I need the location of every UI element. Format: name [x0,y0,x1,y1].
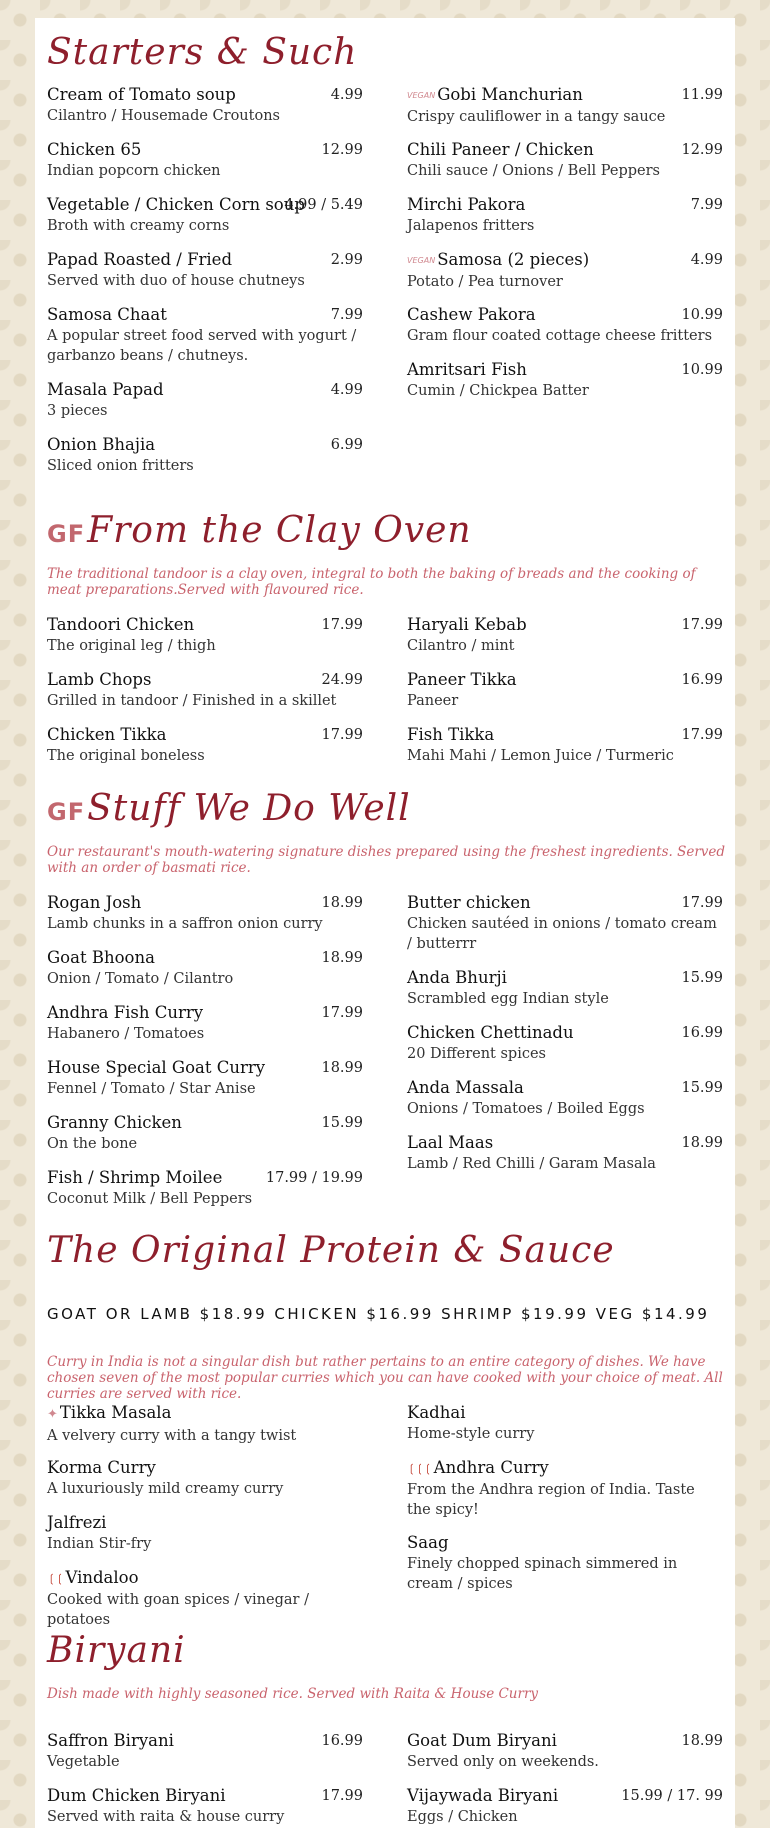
menu-item [47,1730,363,1772]
item-name: Chicken Chettinadu [407,1023,574,1042]
item-name: Fish Tikka [407,725,495,744]
item-desc: From the Andhra region of India. Taste the spicy! [407,1481,695,1518]
item-price: 15.99 [681,1080,723,1096]
item-price: 17.99 / 19.99 [265,1170,363,1186]
item-desc: Indian popcorn chicken [47,163,221,179]
menu-item [47,1057,363,1099]
item-price: 17.99 [681,895,723,911]
item-desc: Cooked with goan spices / vinegar / potatoes [47,1591,309,1628]
item-price: 2.99 [330,252,363,268]
protein-prices: GOAT OR LAMB $18.99 CHICKEN $16.99 SHRIMP $19.99 VEG $14.99 [47,1305,710,1323]
item-name: Cream of Tomato soup [47,85,236,104]
menu-item [407,249,723,292]
item-name: Samosa Chaat [47,305,167,324]
item-desc: Served with duo of house chutneys [47,273,305,289]
item-desc: A luxuriously mild creamy curry [47,1481,284,1497]
item-desc: Home-style curry [407,1426,535,1442]
menu-item [407,1785,723,1827]
item-desc: Crispy cauliflower in a tangy sauce [407,108,666,125]
item-desc: Served only on weekends. [407,1754,599,1770]
item-name: Onion Bhajia [47,435,156,454]
item-price: 18.99 [321,895,363,911]
section-description: Our restaurant's mouth-watering signature dishes prepared using the freshest ingredients. Served with an order of basmati rice. [47,844,726,876]
menu-item [47,614,363,656]
menu-item [407,1730,723,1772]
section-description: Curry in India is not a singular dish but rather pertains to an entire category of dishes. We have chosen seven of the most popular curries which you can have cooked with your choice of meat. All curries are served with rice. [47,1354,723,1402]
item-name: Chili Paneer / Chicken [407,140,594,159]
menu-item [47,947,363,989]
item-desc: Paneer [407,693,459,709]
menu-item [47,249,363,291]
item-price: 7.99 [330,307,363,323]
vegan-icon: VEGAN [407,255,436,265]
menu-item [47,1567,363,1630]
menu-item [407,1132,723,1174]
item-name: ❲❲ Vindaloo [47,1568,139,1587]
item-name: Dum Chicken Biryani [47,1786,226,1805]
item-desc: Broth with creamy corns [47,218,230,234]
item-price: 4.99 [690,252,723,268]
item-name: Papad Roasted / Fried [47,250,233,269]
protein-title: The Original Protein & Sauce [47,1230,615,1271]
item-desc: Served with raita & house curry [47,1809,285,1825]
menu-item [407,614,723,656]
item-desc: Onion / Tomato / Cilantro [47,971,234,987]
item-desc: Gram flour coated cottage cheese fritters [407,328,713,344]
vegan-icon: VEGAN [407,90,436,100]
chef-special-icon: ✦ [47,1407,58,1422]
item-name: House Special Goat Curry [47,1058,266,1077]
menu-item [47,434,363,476]
item-desc: Eggs / Chicken [407,1809,518,1825]
item-price: 17.99 [321,727,363,743]
item-price: 17.99 [321,617,363,633]
item-desc: Cumin / Chickpea Batter [407,383,589,399]
item-price: 15.99 [681,970,723,986]
item-name: Tandoori Chicken [47,615,195,634]
menu-item [407,1457,723,1520]
menu-item [407,724,723,766]
item-name: Mirchi Pakora [407,195,526,214]
item-desc: Chicken sautéed in onions / tomato cream / butterrr [407,916,717,952]
biryani-title: Biryani [47,1630,186,1671]
menu-item [47,724,363,766]
item-name: Laal Maas [407,1133,494,1152]
item-price: 11.99 [681,87,723,103]
item-name: ❲❲❲ Andhra Curry [407,1458,549,1477]
item-name: Vegetable / Chicken Corn soup [47,195,305,214]
item-price: 7.99 [690,197,723,213]
item-name: Korma Curry [47,1458,156,1477]
menu-item [407,1402,723,1444]
item-name: Cashew Pakora [407,305,536,324]
menu-item [407,84,723,127]
item-name: Saffron Biryani [47,1731,174,1750]
item-name: Amritsari Fish [407,360,527,379]
item-name: Vijaywada Biryani [407,1786,559,1805]
item-name: Goat Dum Biryani [407,1731,557,1750]
item-desc: 20 Different spices [407,1046,546,1062]
chili-pepper-icon: ❲❲ [47,1571,64,1585]
menu-item [47,139,363,181]
item-desc: Vegetable [47,1754,120,1770]
item-desc: Mahi Mahi / Lemon Juice / Turmeric [407,748,674,764]
item-name: Paneer Tikka [407,670,517,689]
menu-item [47,892,363,934]
item-price: 4.99 [330,87,363,103]
menu-item [407,1022,723,1064]
item-price: 10.99 [681,307,723,323]
item-price: 16.99 [681,672,723,688]
item-name: Saag [407,1533,449,1552]
item-name: Fish / Shrimp Moilee [47,1168,223,1187]
menu-item [47,1002,363,1044]
item-price: 17.99 [681,617,723,633]
starters-title: Starters & Such [47,32,358,73]
menu-item [47,669,363,711]
menu-item [407,967,723,1009]
item-price: 18.99 [681,1733,723,1749]
item-desc: Lamb chunks in a saffron onion curry [47,916,323,932]
item-name: Butter chicken [407,893,531,912]
menu-item [407,669,723,711]
item-price: 24.99 [321,672,363,688]
item-price: 12.99 [321,142,363,158]
item-name: Chicken 65 [47,140,142,159]
item-desc: Coconut Milk / Bell Peppers [47,1191,253,1207]
menu-item [407,1532,723,1594]
menu-item [407,194,723,236]
item-desc: Sliced onion fritters [47,458,194,474]
item-desc: Jalapenos fritters [407,218,535,234]
item-price: 15.99 [321,1115,363,1131]
item-price: 6.99 [330,437,363,453]
gluten-free-icon: GF [47,798,86,826]
menu-item [407,304,723,346]
item-price: 4.99 [330,382,363,398]
item-name: Chicken Tikka [47,725,167,744]
item-name: Andhra Fish Curry [47,1003,204,1022]
item-price: 17.99 [321,1788,363,1804]
menu-item [47,1402,363,1446]
item-desc: Lamb / Red Chilli / Garam Masala [407,1156,656,1172]
item-name: Masala Papad [47,380,164,399]
section-description: The traditional tandoor is a clay oven, integral to both the baking of breads and the cooking of meat preparations.Served with flavoured rice. [47,566,696,598]
item-price: 17.99 [681,727,723,743]
menu-item [407,359,723,401]
item-name: Anda Massala [407,1078,524,1097]
item-desc: Potato / Pea turnover [407,273,563,290]
menu-item [47,1457,363,1499]
menu-item [47,1112,363,1154]
item-desc: Chili sauce / Onions / Bell Peppers [407,163,660,179]
menu-item [47,84,363,126]
menu-item [47,379,363,421]
item-name: Granny Chicken [47,1113,182,1132]
item-desc: On the bone [47,1136,138,1152]
gluten-free-icon: GF [47,520,86,548]
menu-item [407,139,723,181]
item-name: VEGAN Samosa (2 pieces) [407,250,590,269]
menu-item [47,304,363,366]
item-name: Jalfrezi [47,1513,107,1532]
item-desc: Onions / Tomatoes / Boiled Eggs [407,1101,645,1117]
menu-item [407,1077,723,1119]
item-desc: 3 pieces [47,403,108,419]
item-desc: A velvery curry with a tangy twist [47,1428,297,1444]
item-price: 17.99 [321,1005,363,1021]
item-price: 4.99 / 5.49 [284,197,363,213]
clay-oven-title: GFFrom the Clay Oven [47,510,472,551]
item-desc: A popular street food served with yogurt / garbanzo beans / chutneys. [47,328,357,364]
item-price: 15.99 / 17. 99 [621,1788,723,1804]
item-desc: Cilantro / Housemade Croutons [47,108,280,124]
item-desc: Fennel / Tomato / Star Anise [47,1081,256,1097]
item-price: 18.99 [321,950,363,966]
item-desc: The original boneless [47,748,205,764]
menu-item [47,194,363,236]
item-name: VEGAN Gobi Manchurian [407,85,583,104]
menu-item [407,892,723,954]
item-desc: Finely chopped spinach simmered in cream / spices [407,1556,678,1592]
chili-pepper-icon: ❲❲❲ [407,1461,432,1475]
item-name: Haryali Kebab [407,615,527,634]
item-price: 16.99 [681,1025,723,1041]
item-desc: Grilled in tandoor / Finished in a skillet [47,693,337,709]
item-name: Goat Bhoona [47,948,155,967]
item-name: Rogan Josh [47,893,142,912]
menu-item [47,1167,363,1209]
item-desc: Habanero / Tomatoes [47,1026,205,1042]
item-desc: The original leg / thigh [47,638,216,654]
section-description: Dish made with highly seasoned rice. Served with Raita & House Curry [47,1686,539,1702]
item-name: ✦ Tikka Masala [47,1403,172,1422]
item-price: 16.99 [321,1733,363,1749]
item-price: 12.99 [681,142,723,158]
menu-page [35,18,735,1828]
item-desc: Cilantro / mint [407,638,515,654]
menu-item [47,1512,363,1554]
item-price: 18.99 [681,1135,723,1151]
item-name: Anda Bhurji [407,968,507,987]
item-price: 18.99 [321,1060,363,1076]
menu-item [47,1785,363,1827]
item-desc: Scrambled egg Indian style [407,991,609,1007]
item-desc: Indian Stir-fry [47,1536,152,1552]
item-price: 10.99 [681,362,723,378]
item-name: Kadhai [407,1403,466,1422]
stuff-title: GFStuff We Do Well [47,788,411,829]
item-name: Lamb Chops [47,670,152,689]
